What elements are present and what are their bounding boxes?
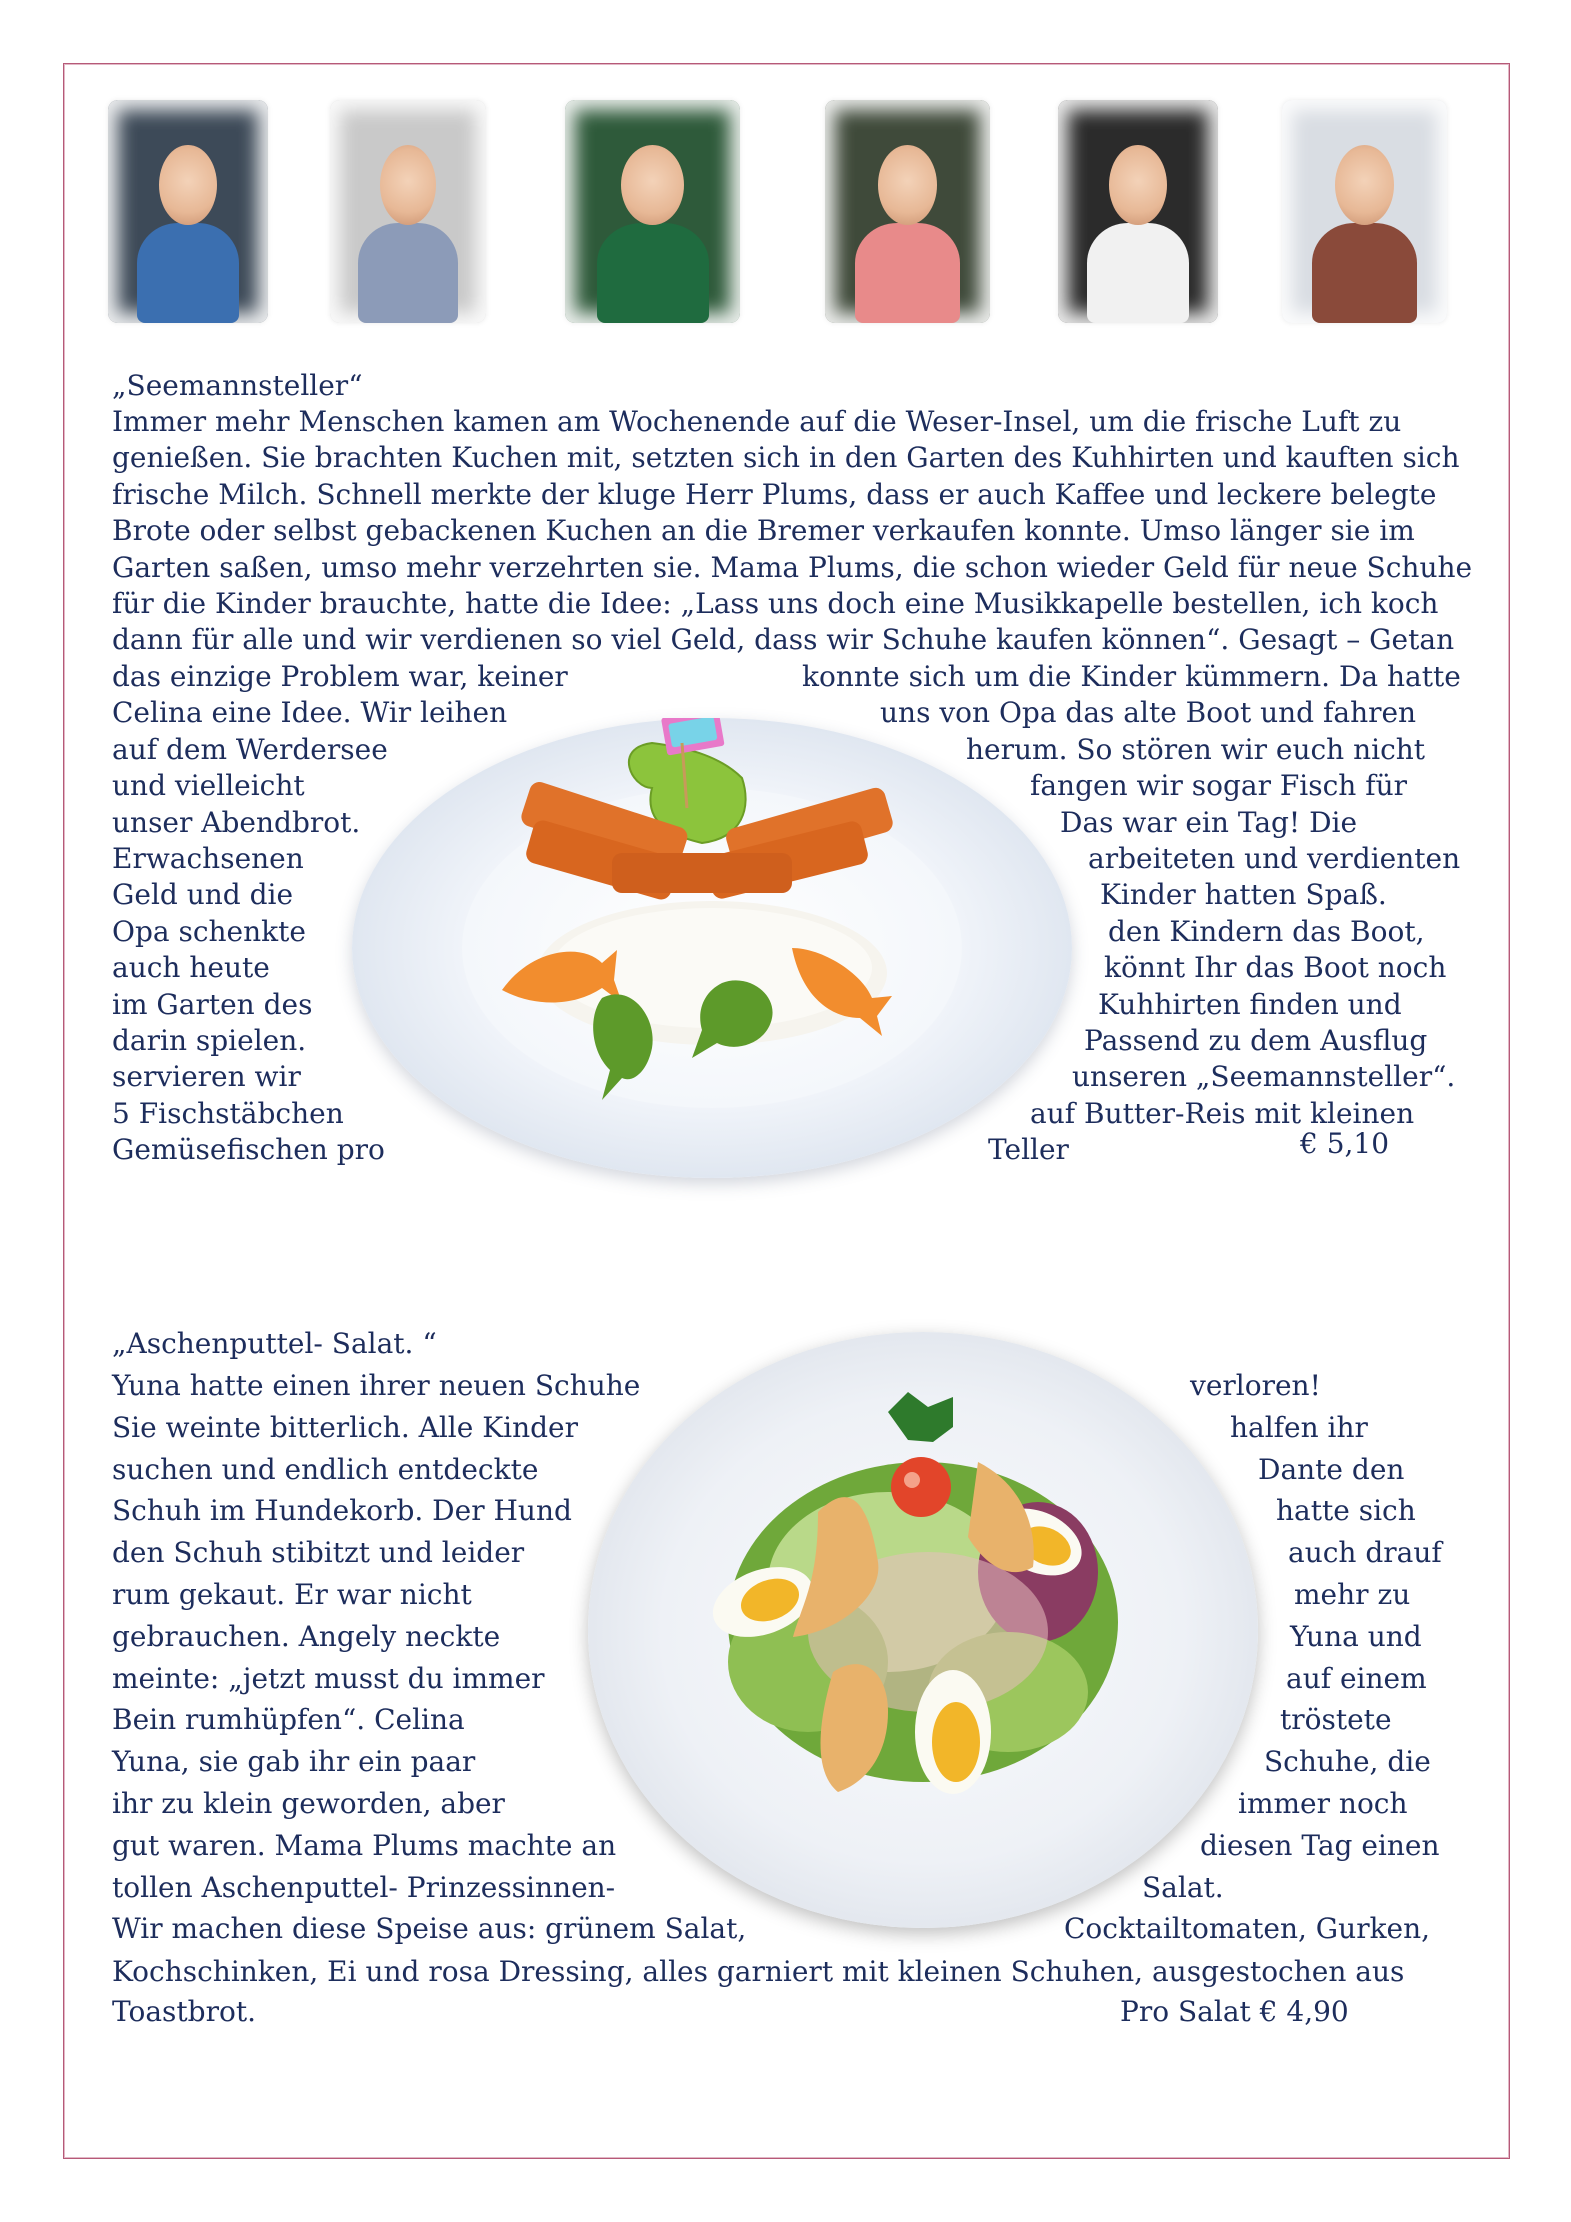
paragraph-line-left: servieren wir [112,1060,301,1094]
paragraph-line-right: herum. So stören wir euch nicht [966,732,1426,766]
section-title: „Seemannsteller“ [112,369,363,402]
paragraph-line-right: Passend zu dem Ausflug [1084,1024,1428,1057]
paragraph-line-right: fangen wir sogar Fisch für [1030,769,1408,803]
paragraph-line-right: halfen ihr [1230,1410,1368,1444]
paragraph-line-left: ihr zu klein geworden, aber [112,1787,505,1820]
paragraph-line-right: Cocktailtomaten, Gurken, [1064,1912,1431,1946]
paragraph-line-right: könnt Ihr das Boot noch [1104,951,1447,985]
fish-plate-image [352,718,1072,1178]
paragraph-line-left: auf dem Werdersee [112,732,388,766]
paragraph-line-left: das einzige Problem war, keiner [112,660,568,693]
paragraph-line-left: Celina eine Idee. Wir leihen [112,696,508,730]
paragraph-line: für die Kinder brauchte, hatte die Idee: „Lass uns doch eine Musikkapelle bestellen, ich koch [112,587,1439,620]
fish-dish-icon [352,718,1072,1178]
price: Pro Salat € 4,90 [1120,1995,1349,2028]
paragraph-line-left: meinte: „jetzt musst du immer [112,1661,545,1695]
paragraph-line-left: gebrauchen. Angely neckte [112,1619,501,1653]
paragraph-line-left: Sie weinte bitterlich. Alle Kinder [112,1410,579,1444]
paragraph-line-right: Salat. [1142,1870,1224,1904]
paragraph-line-right: den Kindern das Boot, [1108,914,1425,948]
salad-dish-icon [588,1332,1258,1928]
child-photo-6-icon [1282,100,1447,323]
paragraph-line-right: Teller [988,1133,1069,1167]
paragraph-line-left: Yuna, sie gab ihr ein paar [112,1745,476,1779]
paragraph-line-right: Schuhe, die [1264,1745,1431,1779]
paragraph-line: dann für alle und wir verdienen so viel Geld, dass wir Schuhe kaufen können“. Gesagt – Getan [112,623,1455,657]
paragraph-line-right: Kuhhirten finden und [1098,987,1402,1021]
paragraph-line-left: Opa schenkte [112,914,306,948]
paragraph-line: genießen. Sie brachten Kuchen mit, setzten sich in den Garten des Kuhhirten und kauften sich [112,441,1460,475]
paragraph-line-left: Wir machen diese Speise aus: grünem Salat, [112,1912,747,1946]
paragraph-line-right: tröstete [1280,1703,1392,1737]
paragraph-line-right: uns von Opa das alte Boot und fahren [880,696,1417,730]
paragraph-line-left: Bein rumhüpfen“. Celina [112,1703,465,1737]
paragraph-line-right: auch drauf [1288,1536,1442,1570]
paragraph-line: Immer mehr Menschen kamen am Wochenende auf die Weser-Insel, um die frische Luft zu [112,405,1402,438]
paragraph-line: Brote oder selbst gebackenen Kuchen an die Bremer verkaufen konnte. Umso länger sie im [112,514,1415,548]
paragraph-line-left: den Schuh stibitzt und leider [112,1536,525,1570]
paragraph-line-right: Yuna und [1290,1619,1422,1653]
paragraph-line-right: auf einem [1286,1661,1427,1695]
paragraph-line-left: rum gekaut. Er war nicht [112,1578,472,1611]
paragraph-line-left: Yuna hatte einen ihrer neuen Schuhe [112,1369,641,1402]
paragraph-line-left: unser Abendbrot. [112,805,361,839]
paragraph-line-left: suchen und endlich entdeckte [112,1452,539,1486]
paragraph-line-right: hatte sich [1276,1494,1416,1528]
paragraph-line-left: tollen Aschenputtel- Prinzessinnen- [112,1870,616,1904]
child-photo-1-icon [108,100,268,323]
paragraph-line: Garten saßen, umso mehr verzehrten sie. Mama Plums, die schon wieder Geld für neue Schuhe [112,550,1473,584]
paragraph-line-right: diesen Tag einen [1200,1828,1440,1862]
paragraph-line-right: Kinder hatten Spaß. [1100,878,1387,912]
paragraph-line-left: Erwachsenen [112,842,304,875]
paragraph-line: Kochschinken, Ei und rosa Dressing, alles garniert mit kleinen Schuhen, ausgestochen aus [112,1955,1405,1988]
paragraph-line-left: 5 Fischstäbchen [112,1096,344,1130]
paragraph-line-left: darin spielen. [112,1024,307,1057]
child-photo-3-icon [565,100,740,323]
price: € 5,10 [1300,1127,1390,1160]
child-photo-2-icon [330,100,486,323]
paragraph-line-left: auch heute [112,951,270,985]
paragraph-line-right: Dante den [1258,1452,1405,1486]
paragraph-line-right: arbeiteten und verdienten [1088,842,1461,875]
paragraph-line: frische Milch. Schnell merkte der kluge Herr Plums, dass er auch Kaffee und leckere belegte [112,477,1437,511]
paragraph-line-right: konnte sich um die Kinder kümmern. Da hatte [802,660,1461,693]
section-title: „Aschenputtel- Salat. “ [112,1327,437,1360]
paragraph-line-right: verloren! [1190,1369,1321,1402]
paragraph-line-right: auf Butter-Reis mit kleinen [1030,1096,1415,1130]
paragraph-line-right: unseren „Seemannsteller“. [1072,1060,1456,1094]
paragraph-line-right: Das war ein Tag! Die [1060,805,1358,839]
paragraph-line-right: mehr zu [1294,1578,1411,1611]
paragraph-line-left: im Garten des [112,987,313,1021]
child-photo-4-icon [825,100,990,323]
paragraph-line-left: und vielleicht [112,769,305,803]
paragraph-line-left: gut waren. Mama Plums machte an [112,1828,617,1862]
salad-bowl-image [588,1332,1258,1928]
child-photo-5-icon [1058,100,1218,323]
last-line: Toastbrot. [112,1995,256,2028]
paragraph-line-right: immer noch [1238,1787,1408,1820]
paragraph-line-left: Gemüsefischen pro [112,1133,385,1167]
paragraph-line-left: Geld und die [112,878,294,912]
paragraph-line-left: Schuh im Hundekorb. Der Hund [112,1494,572,1528]
